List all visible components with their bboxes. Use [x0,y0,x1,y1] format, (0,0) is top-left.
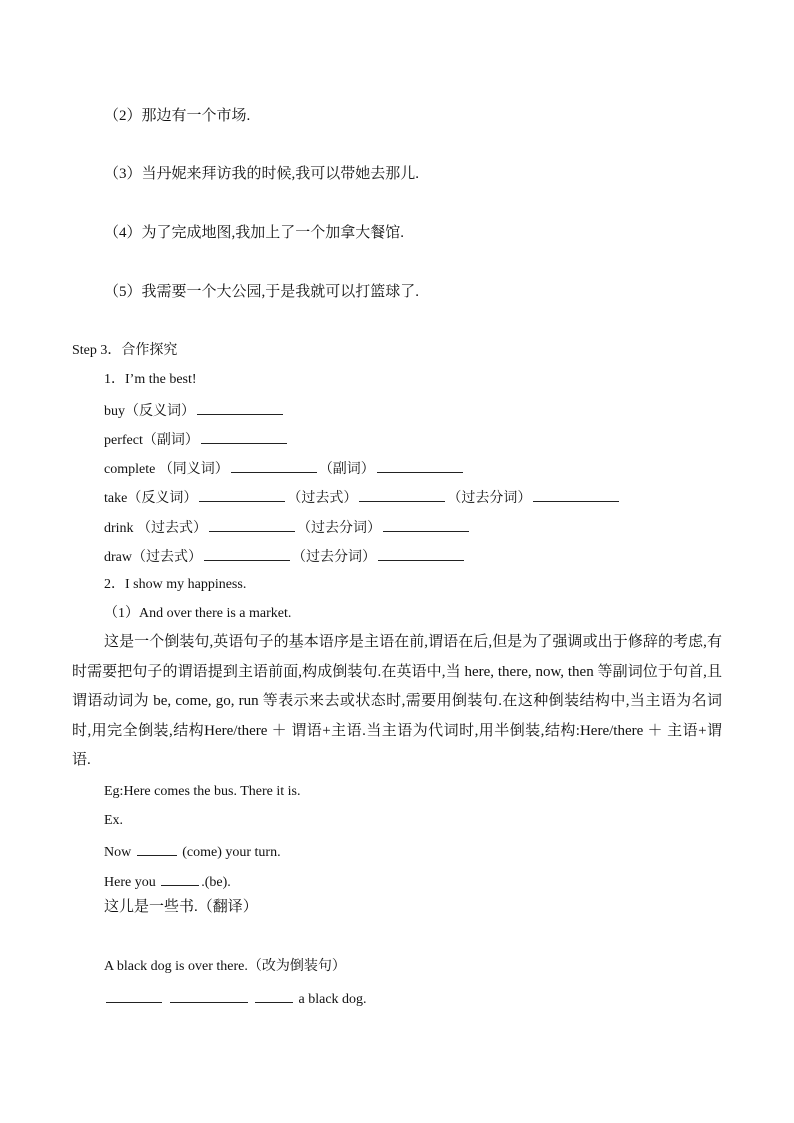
exercise-text: Now [104,845,132,860]
section1-title: 1．I’m the best! [104,372,197,387]
translate-item-4: （4）为了完成地图,我加上了一个加拿大餐馆. [104,225,405,241]
exercise-text: (come) your turn. [182,845,281,860]
translate-item-3: （3）当丹妮来拜访我的时候,我可以带她去那儿. [104,166,420,182]
answer-blank[interactable] [383,517,469,532]
answer-blank[interactable] [533,487,619,502]
section2-title: 2．I show my happiness. [104,577,247,592]
exercise-text: .(be). [201,875,231,890]
vocab-word: perfect [104,433,143,448]
answer-blank[interactable] [377,458,463,473]
vocab-word: draw [104,550,132,565]
vocab-row-perfect [104,429,289,450]
exercise-text: Here you [104,875,156,890]
answer-blank[interactable] [204,546,290,561]
vocab-label: （过去分词） [447,491,532,506]
grammar-paragraph: 这是一个倒装句,英语句子的基本语序是主语在前,谓语在后,但是为了强调或出于修辞的考虑,有时需要把句子的谓语提到主语前面,构成倒装句.在英语中,当 here, there, now, then 等副词位于句首,且谓语动词为 be, come, go, run 等表示来去或状态时,需要用倒装句.在这种倒装结构中,当主语为名词时,用完全倒装,结构Here/there ＋ 谓语+主语.当主语为代词时,用半倒装,结构:Here/there ＋ 主语+谓语. [72,634,722,768]
vocab-row-complete [104,458,465,479]
vocab-row-buy [104,400,285,421]
vocab-word: take [104,491,128,506]
section2-sub1: （1）And over there is a market. [104,606,292,621]
vocab-label: （过去分词） [297,521,382,536]
vocab-label: （反义词） [125,404,195,419]
answer-blank[interactable] [197,400,283,415]
vocab-label: （同义词） [155,462,229,477]
vocab-label: （过去分词） [292,550,376,565]
example-sentence: Eg:Here comes the bus. There it is. [104,784,301,799]
answer-blank[interactable] [255,988,293,1003]
answer-blank[interactable] [209,517,295,532]
vocab-row-draw [104,546,466,567]
vocab-word: buy [104,404,125,419]
answer-blank[interactable] [359,487,445,502]
vocab-row-drink [104,517,471,538]
exercise-label: Ex. [104,813,124,828]
vocab-row-take [104,487,621,508]
vocab-label: （副词） [318,462,375,477]
vocab-label: （反义词） [127,491,198,506]
vocab-word: drink [104,521,134,536]
answer-blank[interactable] [106,988,162,1003]
vocab-label: （过去式） [132,550,202,565]
vocab-label: （过去式） [287,491,358,506]
answer-blank[interactable] [170,988,248,1003]
vocab-label: （过去式） [133,521,208,536]
vocab-word: complete [104,462,156,477]
translate-item-2: （2）那边有一个市场. [104,108,251,124]
vocab-label: （副词） [142,433,199,448]
answer-blank[interactable] [137,841,177,856]
exercise-2 [104,871,231,892]
step3-heading: Step 3．合作探究 [72,343,178,358]
answer-blank[interactable] [161,871,199,886]
answer-blank[interactable] [199,487,285,502]
exercise-1 [104,841,281,862]
answer-blank[interactable] [201,429,287,444]
translate-prompt: 这儿是一些书.（翻译） [104,899,258,915]
rewrite-answer [104,988,367,1009]
translate-item-5: （5）我需要一个大公园,于是我就可以打篮球了. [104,284,420,300]
rewrite-prompt: A black dog is over there.（改为倒装句） [104,959,346,974]
answer-blank[interactable] [378,546,464,561]
answer-blank[interactable] [231,458,317,473]
rewrite-tail: a black dog. [298,992,367,1007]
